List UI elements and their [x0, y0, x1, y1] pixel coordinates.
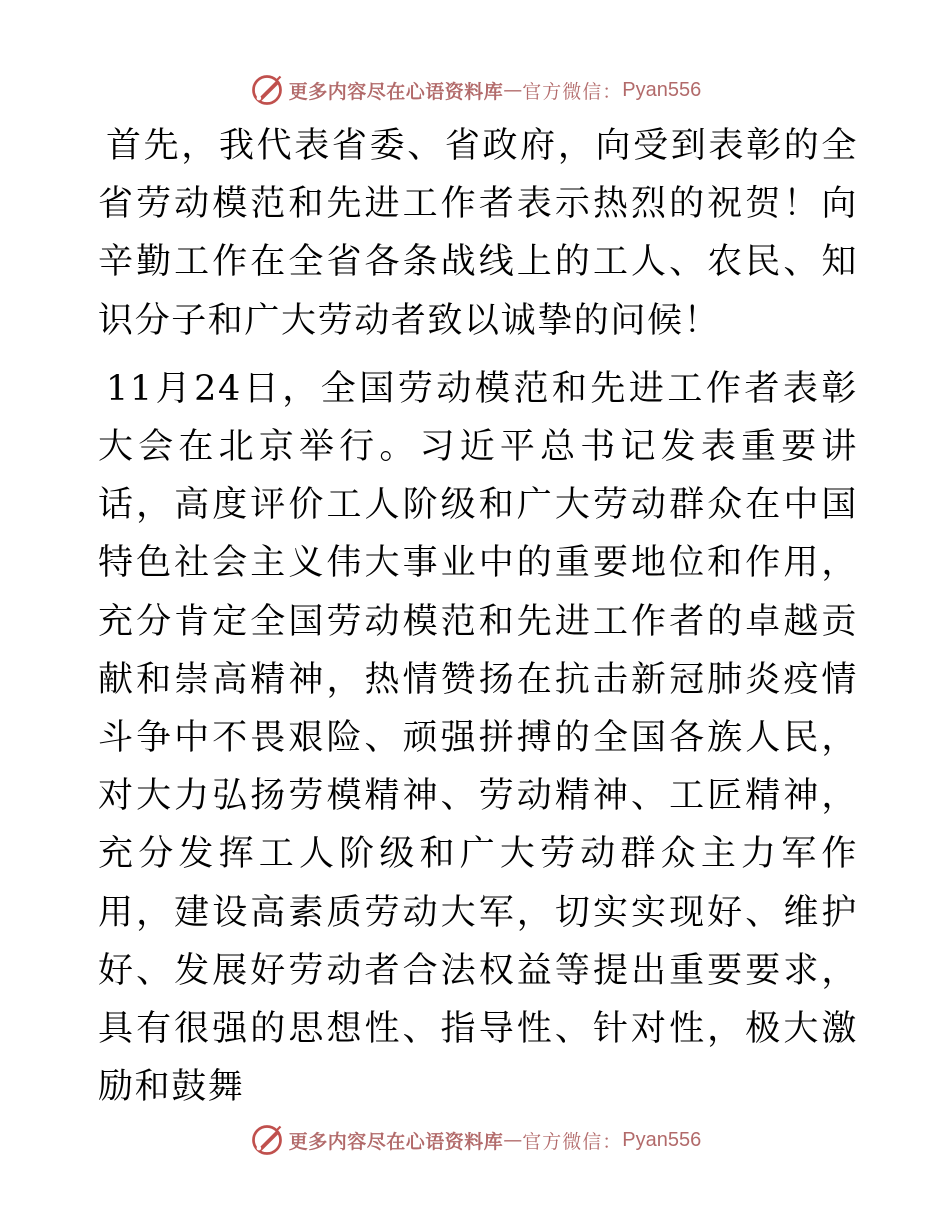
header-wechat-id: Pyan556 — [622, 78, 702, 101]
footer-wechat-label: 官方微信： — [522, 1130, 623, 1153]
header-separator: — — [503, 79, 523, 101]
footer-brand-text: 更多内容尽在心语资料库 — [288, 1130, 504, 1153]
quill-logo-icon — [249, 72, 285, 108]
paragraph-greeting: 首先，我代表省委、省政府，向受到表彰的全省劳动模范和先进工作者表示热烈的祝贺！向辛勤工作在全省各条战线上的工人、农民、知识分子和广大劳动者致以诚挚的问候！ — [98, 126, 858, 341]
document-body — [98, 117, 858, 1116]
footer-separator: — — [503, 1129, 523, 1151]
quill-logo-icon — [249, 1122, 285, 1158]
paragraph-conference: 11月24日，全国劳动模范和先进工作者表彰大会在北京举行。习近平总书记发表重要讲话，高度评价工人阶级和广大劳动群众在中国特色社会主义伟大事业中的重要地位和作用，充分肯定全国劳动模范和先进工作者的卓越贡献和崇高精神，热情赞扬在抗击新冠肺炎疫情斗争中不畏艰险、顽强拼搏的全国各族人民，对大力弘扬劳模精神、劳动精神、工匠精神，充分发挥工人阶级和广大劳动群众主力军作用，建设高素质劳动大军，切实实现好、维护好、发展好劳动者合法权益等提出重要要求，具有很强的思想性、指导性、针对性，极大激励和鼓舞 — [98, 368, 858, 1108]
footer-watermark — [0, 1120, 950, 1160]
footer-wechat-id: Pyan556 — [622, 1128, 702, 1151]
header-brand-text: 更多内容尽在心语资料库 — [288, 80, 504, 103]
header-wechat-label: 官方微信： — [522, 80, 623, 103]
header-watermark — [0, 70, 950, 110]
